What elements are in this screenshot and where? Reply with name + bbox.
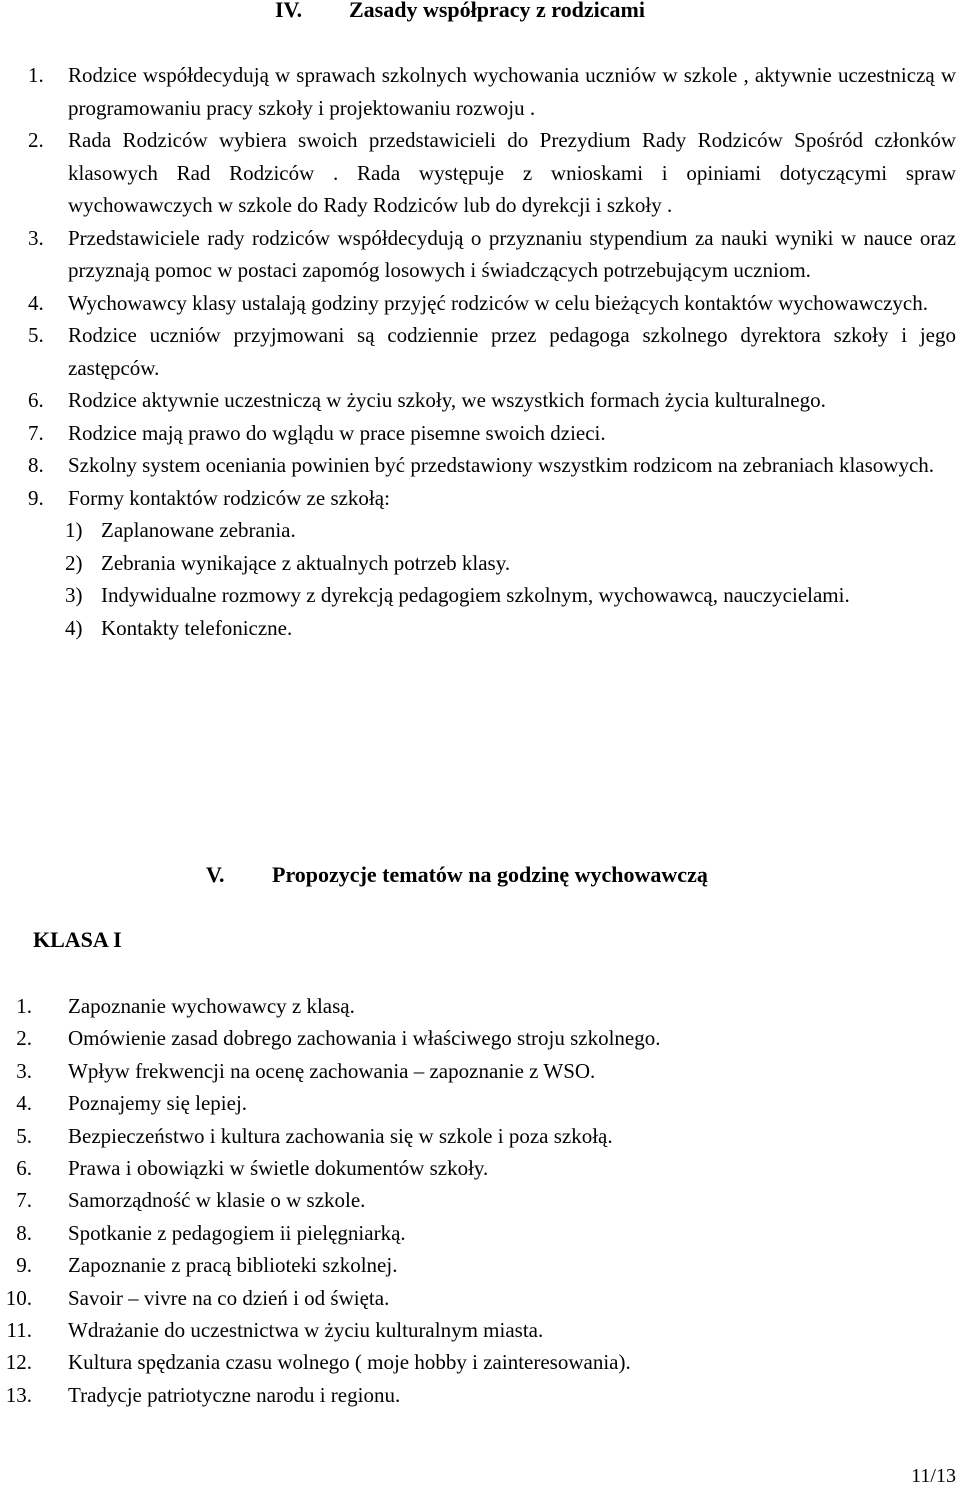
topic-item [0,1055,940,1087]
item-number: 1. [28,63,44,87]
topic-text: Tradycje patriotyczne narodu i regionu. [68,1382,401,1407]
contact-forms-sublist [65,514,956,644]
subitem-text: Zaplanowane zebrania. [101,518,296,542]
topic-number: 13. [5,1382,32,1407]
topic-number: 2. [16,1026,32,1051]
item-number: 7. [28,420,44,445]
item-text: Formy kontaktów rodziców ze szkołą: [68,485,390,510]
topic-text: Zapoznanie wychowawcy z klasą. [68,994,355,1018]
topic-number: 1. [16,994,32,1018]
topics-list [0,990,940,1411]
item-text: Rodzice współdecydują w sprawach szkolnych wychowania uczniów w szkole , aktywnie uczestniczą w programowaniu pracy szkoły i projektowaniu rozwoju . [68,63,956,120]
topic-item [0,1120,940,1152]
item-text: Rodzice aktywnie uczestniczą w życiu szkoły, we wszystkich formach życia kulturalnego. [68,388,826,412]
topic-number: 3. [16,1058,32,1083]
list-item [28,59,956,124]
topic-item [0,1184,940,1216]
topic-item [0,990,940,1022]
topic-number: 5. [16,1123,32,1148]
subitem-text: Zebrania wynikające z aktualnych potrzeb klasy. [101,550,511,575]
list-item [28,417,956,450]
topic-item [0,1249,940,1281]
cooperation-rules-list [28,59,956,644]
topic-text: Omówienie zasad dobrego zachowania i właściwego stroju szkolnego. [68,1026,661,1051]
topic-text: Wdrażanie do uczestnictwa w życiu kulturalnym miasta. [68,1318,544,1343]
topic-item [0,1346,940,1378]
topic-number: 10. [5,1285,32,1310]
topic-text: Bezpieczeństwo i kultura zachowania się w szkole i poza szkołą. [68,1123,613,1148]
topic-number: 4. [16,1091,32,1116]
topic-item [0,1282,940,1314]
topic-number: 6. [16,1156,32,1181]
topic-item [0,1022,940,1054]
topic-item [0,1314,940,1346]
item-number: 6. [28,388,44,412]
class-label: KLASA I [33,927,122,952]
list-item [28,287,956,320]
item-number: 5. [28,323,44,347]
page-number: 11/13 [911,1465,956,1487]
item-text: Rodzice mają prawo do wglądu w prace pisemne swoich dzieci. [68,420,606,445]
subitem-text: Indywidualne rozmowy z dyrekcją pedagogiem szkolnym, wychowawcą, nauczycielami. [101,583,850,607]
topic-number: 11. [6,1318,32,1343]
item-number: 2. [28,128,44,152]
section-4-number: IV. [275,0,303,22]
item-number: 8. [28,453,44,477]
topic-item [0,1379,940,1411]
topic-text: Zapoznanie z pracą biblioteki szkolnej. [68,1253,398,1278]
item-number: 9. [28,485,44,510]
sublist-item [65,547,956,580]
sublist-item [65,612,956,645]
list-item [28,482,956,515]
sublist-item [65,579,956,612]
topic-number: 8. [16,1220,32,1245]
topic-text: Prawa i obowiązki w świetle dokumentów szkoły. [68,1156,489,1181]
topic-number: 9. [16,1253,32,1278]
sublist-item [65,514,956,547]
item-text: Rada Rodziców wybiera swoich przedstawicieli do Prezydium Rady Rodziców Spośród członków klasowych Rad Rodziców . Rada występuje z wnioskami i opiniami dotyczącymi spraw wychowawczych w szkole do Rady Rodziców lub do dyrekcji i szkoły . [68,128,956,217]
topic-text: Kultura spędzania czasu wolnego ( moje hobby i zainteresowania). [68,1350,631,1375]
subitem-number: 3) [65,583,83,607]
topic-item [0,1152,940,1184]
list-item [28,124,956,222]
section-5-title: Propozycje tematów na godzinę wychowawczą [272,862,708,887]
list-item [28,449,956,482]
section-5-number: V. [206,862,225,887]
list-item [28,222,956,287]
item-number: 3. [28,225,44,250]
section-5-heading [206,862,708,888]
subitem-number: 1) [65,518,83,542]
topic-item [0,1087,940,1119]
topic-text: Poznajemy się lepiej. [68,1091,248,1116]
item-text: Przedstawiciele rady rodziców współdecydują o przyznaniu stypendium za nauki wyniki w nauce oraz przyznają pomoc w postaci zapomóg losowych i świadczących potrzebującym uczniom. [68,225,956,282]
section-4-heading [275,0,645,23]
list-item [28,319,956,384]
list-item [28,384,956,417]
topic-number: 7. [16,1188,32,1213]
topic-number: 12. [5,1350,32,1375]
subitem-number: 2) [65,550,83,575]
topic-item [0,1217,940,1249]
item-number: 4. [28,290,44,315]
topic-text: Spotkanie z pedagogiem ii pielęgniarką. [68,1220,406,1245]
item-text: Wychowawcy klasy ustalają godziny przyjęć rodziców w celu bieżących kontaktów wychowawczych. [68,290,928,315]
topic-text: Wpływ frekwencji na ocenę zachowania – zapoznanie z WSO. [68,1058,596,1083]
subitem-number: 4) [65,615,83,640]
subitem-text: Kontakty telefoniczne. [101,615,293,640]
topic-text: Samorządność w klasie o w szkole. [68,1188,366,1213]
item-text: Rodzice uczniów przyjmowani są codziennie przez pedagoga szkolnego dyrektora szkoły i jego zastępców. [68,323,956,380]
item-text: Szkolny system oceniania powinien być przedstawiony wszystkim rodzicom na zebraniach klasowych. [68,453,935,477]
topic-text: Savoir – vivre na co dzień i od święta. [68,1285,390,1310]
section-4-title: Zasady współpracy z rodzicami [349,0,645,22]
